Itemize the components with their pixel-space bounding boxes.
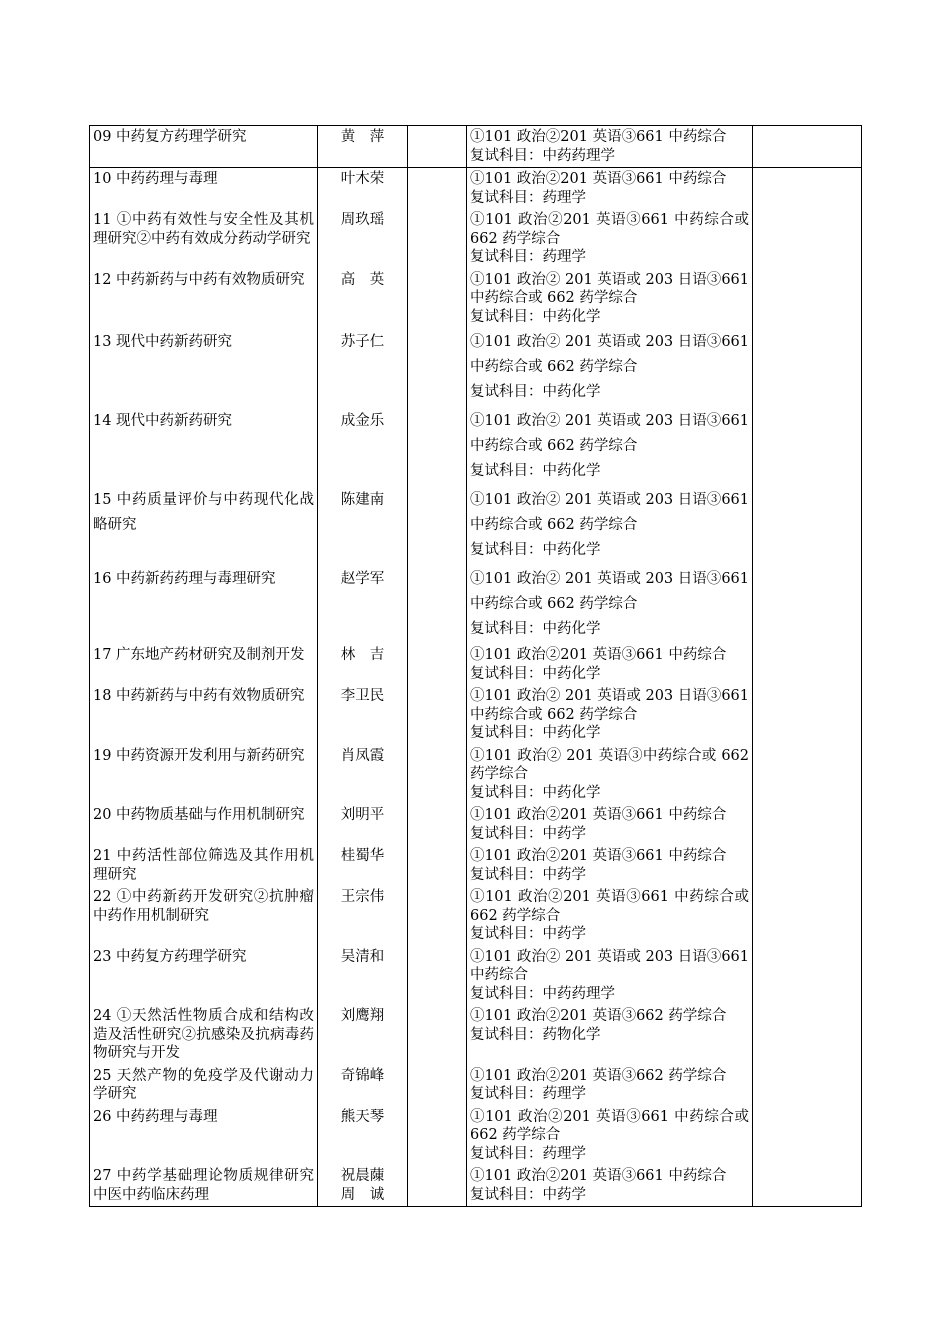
retest-subject-line: 复试科目：中药化学	[470, 463, 601, 479]
empty-cell	[408, 1065, 467, 1106]
enrollment-table	[89, 125, 862, 1207]
research-direction-cell: 24 ①天然活性物质合成和结构改造及活性研究②抗感染及抗病毒药物研究与开发	[90, 1005, 318, 1065]
retest-subject-line: 复试科目：中药学	[470, 926, 586, 942]
retest-subject-line: 复试科目：中药化学	[470, 621, 601, 637]
exam-subject-line: ①101 政治②201 英语③661 中药综合	[470, 1168, 727, 1184]
exam-subject-line: ①101 政治②201 英语③662 药学综合	[470, 1067, 727, 1084]
empty-cell	[408, 1165, 467, 1207]
research-direction-cell: 26 中药药理与毒理	[90, 1106, 318, 1166]
table-row	[90, 565, 862, 644]
empty-cell	[408, 946, 467, 1006]
table-row	[90, 328, 862, 407]
retest-subject-line: 复试科目：药理学	[470, 189, 586, 206]
research-direction-cell: 17 广东地产药材研究及制剂开发	[90, 644, 318, 685]
table-row	[90, 209, 862, 269]
empty-cell	[408, 126, 467, 168]
table-row	[90, 1005, 862, 1065]
retest-subject-line: 复试科目：中药化学	[470, 665, 601, 682]
table-row	[90, 1106, 862, 1166]
research-direction-cell: 20 中药物质基础与作用机制研究	[90, 804, 318, 845]
table-row	[90, 1165, 862, 1207]
tutor-cell: 叶木荣	[318, 168, 408, 210]
exam-subject-line: ①101 政治② 201 英语或 203 日语③661 中药综合或 662 药学综合	[470, 492, 749, 533]
retest-subject-line: 复试科目：中药化学	[470, 542, 601, 558]
remarks-cell	[753, 946, 862, 1006]
exam-subjects-cell	[467, 1165, 753, 1207]
exam-subject-line: ①101 政治② 201 英语或 203 日语③661 中药综合或 662 药学综合	[470, 688, 749, 723]
retest-subject-line: 复试科目：中药学	[470, 1186, 586, 1203]
tutor-cell: 赵学军	[318, 565, 408, 644]
retest-subject-line: 复试科目：中药学	[470, 866, 586, 883]
exam-subjects-cell	[467, 407, 753, 486]
table-row	[90, 946, 862, 1006]
exam-subjects-cell	[467, 328, 753, 407]
table-row	[90, 168, 862, 210]
tutor-cell: 吴清和	[318, 946, 408, 1006]
tutor-cell: 陈建南	[318, 486, 408, 565]
research-direction-cell: 12 中药新药与中药有效物质研究	[90, 269, 318, 329]
empty-cell	[408, 209, 467, 269]
retest-subject-line: 复试科目：药理学	[470, 1086, 586, 1102]
tutor-cell: 熊天琴	[318, 1106, 408, 1166]
exam-subject-line: ①101 政治② 201 英语或 203 日语③661 中药综合或 662 药学综合	[470, 413, 749, 454]
exam-subject-line: ①101 政治② 201 英语或 203 日语③661 中药综合或 662 药学综合	[470, 571, 749, 612]
research-direction-cell: 23 中药复方药理学研究	[90, 946, 318, 1006]
empty-cell	[408, 845, 467, 886]
empty-cell	[408, 486, 467, 565]
exam-subjects-cell	[467, 486, 753, 565]
exam-subjects-cell	[467, 565, 753, 644]
remarks-cell	[753, 804, 862, 845]
retest-subject-line: 复试科目：中药化学	[470, 308, 601, 325]
remarks-cell	[753, 328, 862, 407]
table-row	[90, 486, 862, 565]
retest-subject-line: 复试科目：药理学	[470, 1145, 586, 1162]
empty-cell	[408, 1005, 467, 1065]
remarks-cell	[753, 886, 862, 946]
empty-cell	[408, 407, 467, 486]
empty-cell	[408, 644, 467, 685]
exam-subjects-cell	[467, 886, 753, 946]
exam-subject-line: ①101 政治② 201 英语或 203 日语③661 中药综合或 662 药学综合	[470, 334, 749, 375]
tutor-cell: 王宗伟	[318, 886, 408, 946]
exam-subject-line: ①101 政治②201 英语③661 中药综合	[470, 171, 727, 187]
exam-subject-line: ①101 政治②201 英语③661 中药综合	[470, 129, 727, 145]
tutor-cell: 桂蜀华	[318, 845, 408, 886]
empty-cell	[408, 1106, 467, 1166]
research-direction-cell: 15 中药质量评价与中药现代化战略研究	[90, 486, 318, 565]
tutor-cell: 苏子仁	[318, 328, 408, 407]
exam-subject-line: ①101 政治② 201 英语③中药综合或 662 药学综合	[470, 747, 749, 782]
research-direction-cell: 22 ①中药新药开发研究②抗肿瘤中药作用机制研究	[90, 886, 318, 946]
empty-cell	[408, 886, 467, 946]
remarks-cell	[753, 1005, 862, 1065]
exam-subject-line: ①101 政治②201 英语③661 中药综合	[470, 848, 727, 864]
empty-cell	[408, 565, 467, 644]
empty-cell	[408, 168, 467, 210]
remarks-cell	[753, 269, 862, 329]
empty-cell	[408, 328, 467, 407]
research-direction-cell: 18 中药新药与中药有效物质研究	[90, 685, 318, 745]
table-row	[90, 644, 862, 685]
exam-subjects-cell	[467, 685, 753, 745]
research-direction-cell: 27 中药学基础理论物质规律研究中医中药临床药理	[90, 1165, 318, 1207]
tutor-cell: 肖凤霞	[318, 745, 408, 805]
remarks-cell	[753, 486, 862, 565]
remarks-cell	[753, 1106, 862, 1166]
tutor-cell: 奇锦峰	[318, 1065, 408, 1106]
table-row	[90, 1065, 862, 1106]
research-direction-cell: 25 天然产物的免疫学及代谢动力学研究	[90, 1065, 318, 1106]
exam-subject-line: ①101 政治②201 英语③661 中药综合或 662 药学综合	[470, 212, 749, 247]
research-direction-cell: 13 现代中药新药研究	[90, 328, 318, 407]
remarks-cell	[753, 565, 862, 644]
exam-subjects-cell	[467, 168, 753, 210]
research-direction-cell: 14 现代中药新药研究	[90, 407, 318, 486]
tutor-cell: 周玖瑶	[318, 209, 408, 269]
table-row	[90, 126, 862, 168]
empty-cell	[408, 804, 467, 845]
retest-subject-line: 复试科目：中药学	[470, 825, 586, 842]
exam-subject-line: ①101 政治②201 英语③661 中药综合或 662 药学综合	[470, 889, 749, 924]
remarks-cell	[753, 126, 862, 168]
exam-subjects-cell	[467, 745, 753, 805]
empty-cell	[408, 745, 467, 805]
exam-subjects-cell	[467, 126, 753, 168]
remarks-cell	[753, 845, 862, 886]
exam-subjects-cell	[467, 1005, 753, 1065]
exam-subject-line: ①101 政治②201 英语③661 中药综合	[470, 647, 727, 663]
table-row	[90, 269, 862, 329]
retest-subject-line: 复试科目：中药药理学	[470, 147, 615, 164]
research-direction-cell: 09 中药复方药理学研究	[90, 126, 318, 168]
exam-subject-line: ①101 政治② 201 英语或 203 日语③661 中药综合或 662 药学综合	[470, 271, 749, 306]
retest-subject-line: 复试科目：中药药理学	[470, 985, 615, 1002]
research-direction-cell: 21 中药活性部位筛选及其作用机理研究	[90, 845, 318, 886]
exam-subjects-cell	[467, 209, 753, 269]
exam-subject-line: ①101 政治② 201 英语或 203 日语③661 中药综合	[470, 948, 749, 983]
retest-subject-line: 复试科目：药理学	[470, 249, 586, 265]
remarks-cell	[753, 745, 862, 805]
retest-subject-line: 复试科目：中药化学	[470, 384, 601, 400]
exam-subjects-cell	[467, 1106, 753, 1166]
tutor-cell: 李卫民	[318, 685, 408, 745]
research-direction-cell: 11 ①中药有效性与安全性及其机理研究②中药有效成分药动学研究	[90, 209, 318, 269]
remarks-cell	[753, 168, 862, 210]
research-direction-cell: 16 中药新药药理与毒理研究	[90, 565, 318, 644]
exam-subjects-cell	[467, 946, 753, 1006]
remarks-cell	[753, 1165, 862, 1207]
exam-subject-line: ①101 政治②201 英语③661 中药综合或 662 药学综合	[470, 1108, 749, 1143]
exam-subjects-cell	[467, 644, 753, 685]
retest-subject-line: 复试科目：药物化学	[470, 1026, 601, 1043]
remarks-cell	[753, 209, 862, 269]
exam-subjects-cell	[467, 804, 753, 845]
research-direction-cell: 19 中药资源开发利用与新药研究	[90, 745, 318, 805]
research-direction-cell: 10 中药药理与毒理	[90, 168, 318, 210]
exam-subjects-cell	[467, 1065, 753, 1106]
exam-subjects-cell	[467, 845, 753, 886]
table-row	[90, 845, 862, 886]
table-body	[90, 126, 862, 1207]
table-row	[90, 685, 862, 745]
table-row	[90, 407, 862, 486]
remarks-cell	[753, 1065, 862, 1106]
table-row	[90, 886, 862, 946]
exam-subject-line: ①101 政治②201 英语③661 中药综合	[470, 807, 727, 823]
table-row	[90, 745, 862, 805]
table-row	[90, 804, 862, 845]
retest-subject-line: 复试科目：中药化学	[470, 725, 601, 741]
remarks-cell	[753, 685, 862, 745]
remarks-cell	[753, 644, 862, 685]
exam-subjects-cell	[467, 269, 753, 329]
empty-cell	[408, 685, 467, 745]
tutor-cell: 祝晨蔯 周 诚	[318, 1165, 408, 1207]
retest-subject-line: 复试科目：中药化学	[470, 784, 601, 801]
tutor-cell: 林 吉	[318, 644, 408, 685]
remarks-cell	[753, 407, 862, 486]
tutor-cell: 黄 萍	[318, 126, 408, 168]
exam-subject-line: ①101 政治②201 英语③662 药学综合	[470, 1008, 727, 1024]
tutor-cell: 刘鹰翔	[318, 1005, 408, 1065]
tutor-cell: 刘明平	[318, 804, 408, 845]
tutor-cell: 高 英	[318, 269, 408, 329]
tutor-cell: 成金乐	[318, 407, 408, 486]
empty-cell	[408, 269, 467, 329]
